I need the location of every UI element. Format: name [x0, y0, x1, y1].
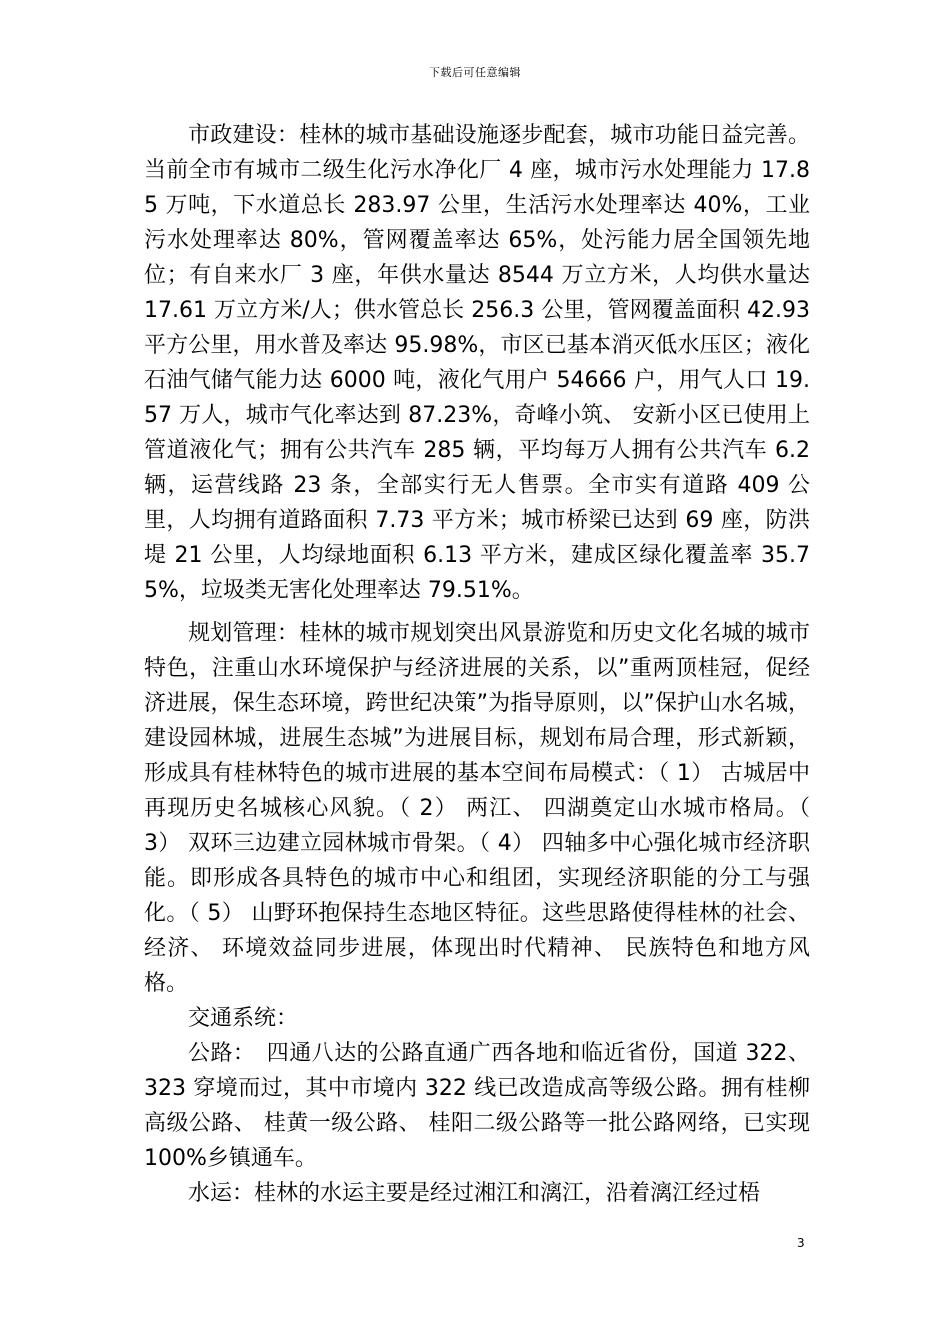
paragraph-highway: 公路： 四通八达的公路直通广西各地和临近省份，国道 322、 323 穿境而过，其中市境内 322 线已改造成高等级公路。拥有桂柳高级公路、 桂黄一级公路、 桂阳二级公路等一批公路网络，已实现 100%乡镇通车。 [144, 1041, 810, 1171]
page-header: 下载后可任意编辑 [429, 66, 521, 79]
paragraph-transport-heading: 交通系统： [188, 1006, 299, 1031]
paragraph-gap [144, 608, 810, 616]
paragraph-water-transport: 水运：桂林的水运主要是经过湘江和漓江，沿着漓江经过梧 [188, 1181, 761, 1206]
page-number: 3 [797, 1236, 805, 1250]
paragraph-municipal-construction: 市政建设：桂林的城市基础设施逐步配套，城市功能日益完善。当前全市有城市二级生化污水净化厂 4 座，城市污水处理能力 17.85 万吨，下水道总长 283.97 公里，生活污水处理率达 40%，工业污水处理率达 80%，管网覆盖率达 65%，处污能力居全国领先地位；有自来水厂 3 座，年供水量达 8544 万立方米，人均供水量达 17.61 万立方米/人；供水管总长 256.3 公里，管网覆盖面积 42.93 平方公里，用水普及率达 95.98%，市区已基本消灭低水压区；液化石油气储气能力达 6000 吨，液化气用户 54666 户，用气人口 19.57 万人，城市气化率达到 87.23%，奇峰小筑、 安新小区已使用上管道液化气；拥有公共汽车 285 辆，平均每万人拥有公共汽车 6.2 辆，运营线路 23 条，全部实行无人售票。全市实有道路 409 公里，人均拥有道路面积 7.73 平方米；城市桥梁已达到 69 座，防洪堤 21 公里，人均绿地面积 6.13 平方米，建成区绿化覆盖率 35.75%，垃圾类无害化处理率达 79.51%。 [144, 123, 810, 603]
paragraph-planning-management: 规划管理：桂林的城市规划突出风景游览和历史文化名城的城市特色，注重山水环境保护与经济进展的关系，以”重两顶桂冠，促经济进展，保生态环境，跨世纪决策”为指导原则，以”保护山水名城，建设园林城，进展生态城”为进展目标，规划布局合理，形式新颖，形成具有桂林特色的城市进展的基本空间布局模式：（ 1） 古城居中再现历史名城核心风貌。（ 2） 两江、 四湖奠定山水城市格局。（ 3） 双环三边建立园林城市骨架。（ 4） 四轴多中心强化城市经济职能。即形成各具特色的城市中心和组团，实现经济职能的分工与强化。（ 5） 山野环抱保持生态地区特征。这些思路使得桂林的社会、 经济、 环境效益同步进展，体现出时代精神、 民族特色和地方风格。 [144, 621, 810, 996]
document-body [144, 118, 810, 1211]
